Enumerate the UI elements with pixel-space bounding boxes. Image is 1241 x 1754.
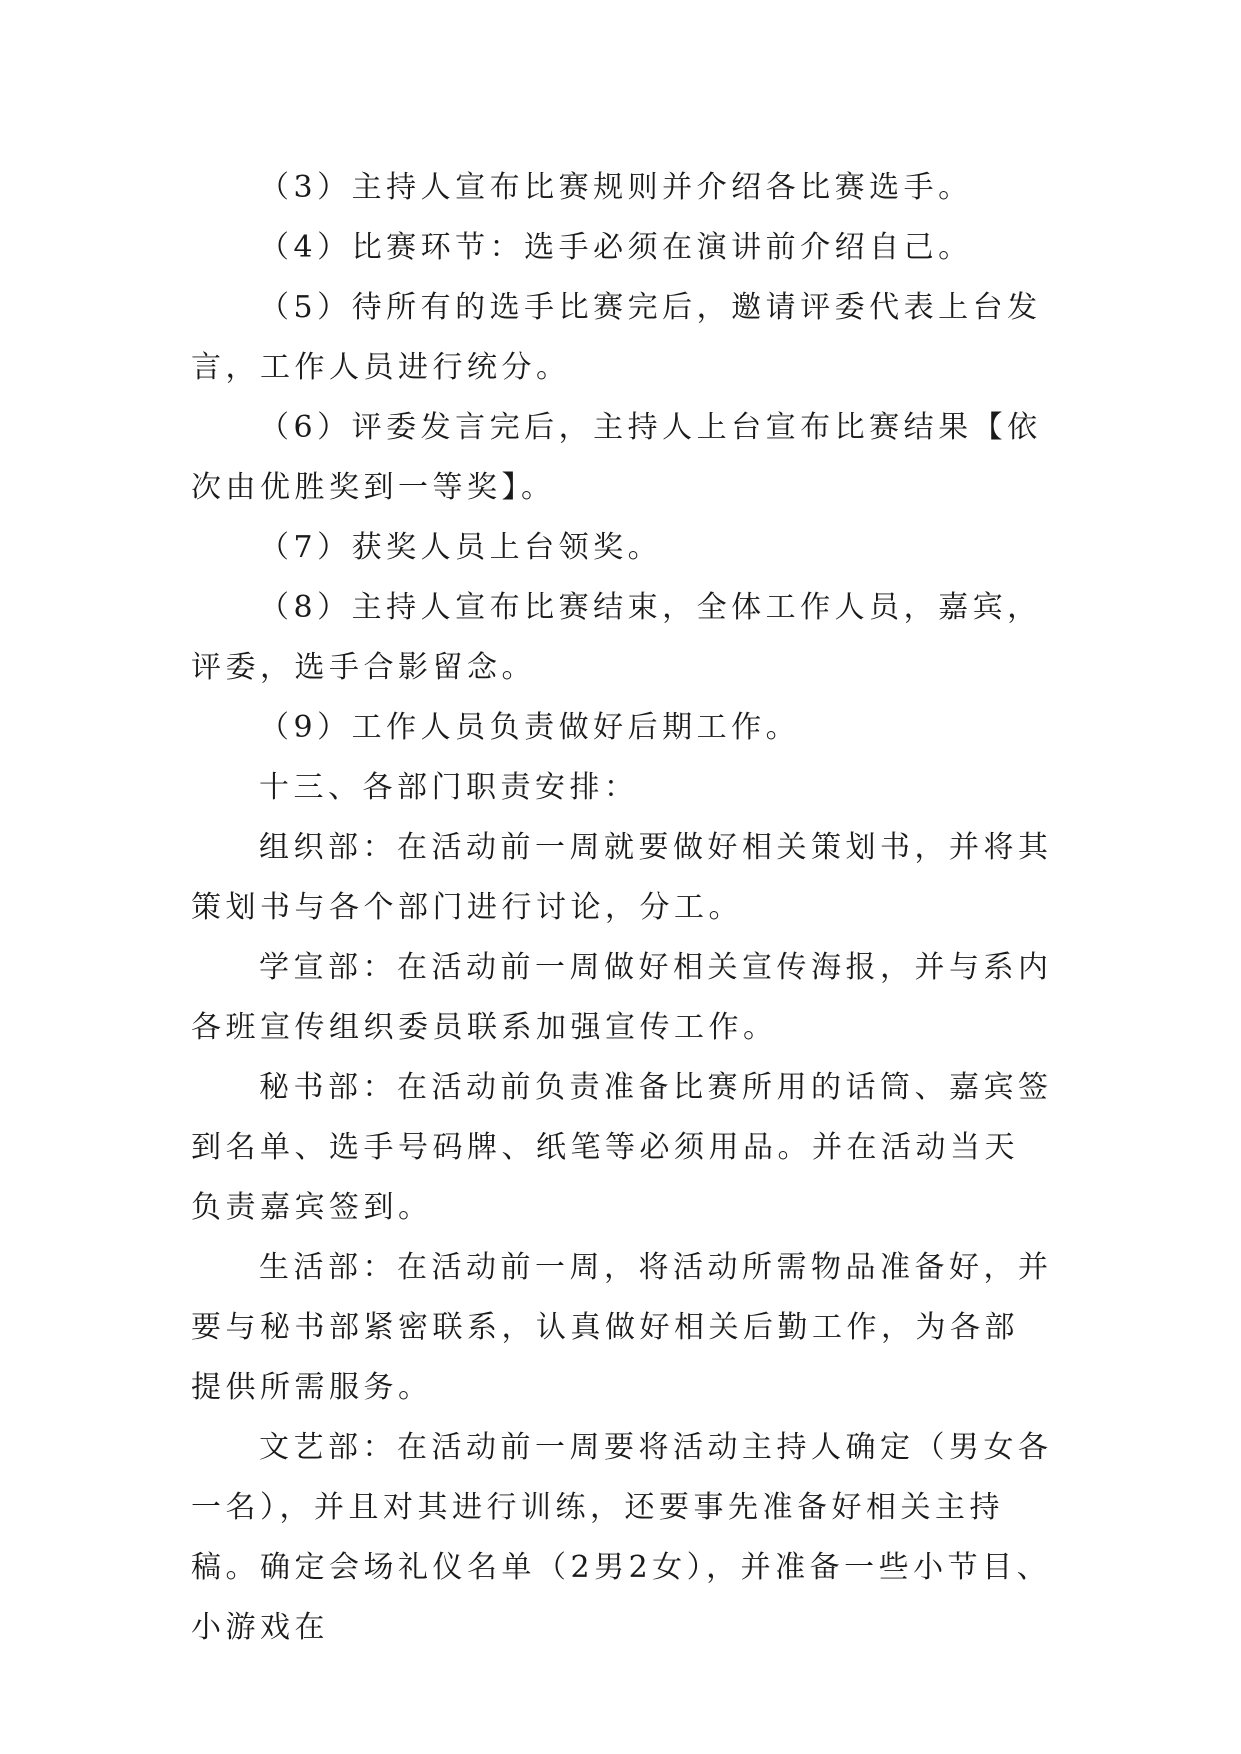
paragraph-step-7: （7）获奖人员上台领奖。 [259, 530, 663, 565]
document-body [191, 158, 1053, 1658]
paragraph-life-dept: 生活部：在活动前一周，将活动所需物品准备好，并要与秘书部紧密联系，认真做好相关后勤工作，为各部提供所需服务。 [191, 1250, 1053, 1405]
paragraph-step-5: （5）待所有的选手比赛完后，邀请评委代表上台发言，工作人员进行统分。 [191, 290, 1042, 385]
paragraph-secretary-dept: 秘书部：在活动前负责准备比赛所用的话筒、嘉宾签到名单、选手号码牌、纸笔等必须用品。并在活动当天负责嘉宾签到。 [191, 1070, 1053, 1225]
paragraph-step-8: （8）主持人宣布比赛结束，全体工作人员，嘉宾，评委，选手合影留念。 [191, 590, 1042, 685]
paragraph-step-3: （3）主持人宣布比赛规则并介绍各比赛选手。 [259, 170, 973, 205]
paragraph-step-6: （6）评委发言完后，主持人上台宣布比赛结果【依次由优胜奖到一等奖】。 [191, 410, 1042, 505]
paragraph-step-4: （4）比赛环节：选手必须在演讲前介绍自己。 [259, 230, 973, 265]
paragraph-step-9: （9）工作人员负责做好后期工作。 [259, 710, 801, 745]
paragraph-arts-dept: 文艺部：在活动前一周要将活动主持人确定（男女各一名），并且对其进行训练，还要事先准备好相关主持稿。确定会场礼仪名单（2男2女），并准备一些小节目、小游戏在 [191, 1430, 1053, 1645]
section-heading-13: 十三、各部门职责安排： [259, 770, 639, 805]
paragraph-publicity-dept: 学宣部：在活动前一周做好相关宣传海报，并与系内各班宣传组织委员联系加强宣传工作。 [191, 950, 1053, 1045]
paragraph-organization-dept: 组织部：在活动前一周就要做好相关策划书，并将其策划书与各个部门进行讨论，分工。 [191, 830, 1053, 925]
